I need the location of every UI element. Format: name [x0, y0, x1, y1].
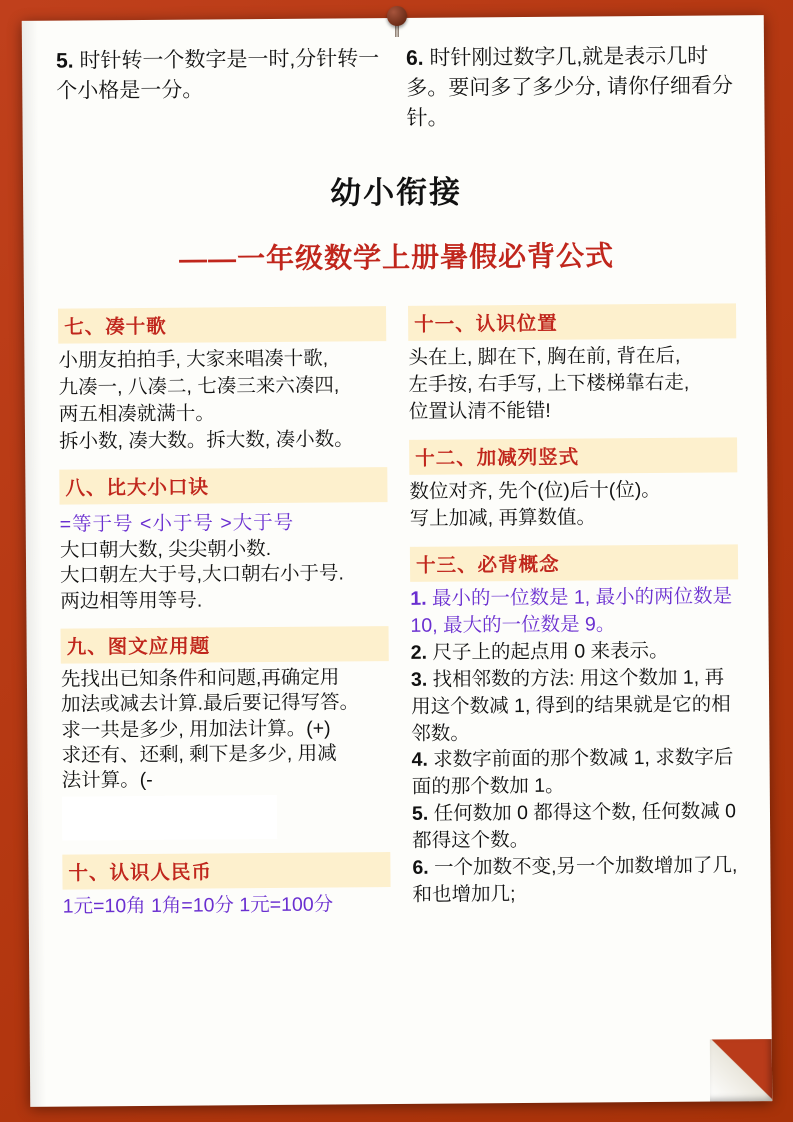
concept-item-3 [411, 664, 740, 747]
top-notes-row [56, 41, 735, 136]
section-eleven-line-2: 左手按, 右手写, 上下楼梯靠右走, [408, 372, 690, 397]
left-column [58, 307, 391, 935]
section-ten-heading: 十、认识人民币 [62, 852, 390, 890]
section-nine [61, 626, 391, 840]
section-thirteen [410, 544, 741, 908]
page-corner-curl [710, 1039, 772, 1101]
section-nine-heading: 九、图文应用题 [61, 626, 389, 664]
concept-item-2-number: 2. [410, 641, 428, 664]
section-ten [62, 852, 391, 920]
section-eight [59, 467, 388, 615]
concept-item-3-text: 找相邻数的方法: 用这个数加 1, 再用这个数减 1, 得到的结果就是它的相邻数。 [411, 666, 731, 745]
concept-item-3-number: 3. [410, 668, 428, 691]
section-nine-line-2: 加法或减去计算.最后要记得写答。 [61, 691, 360, 717]
concept-item-5-text: 任何数加 0 都得这个数, 任何数减 0 都得这个数。 [412, 800, 737, 853]
section-ten-money: 1元=10角 1角=10分 1元=100分 [62, 893, 334, 918]
section-eight-line-3: 两边相等用等号. [60, 589, 203, 613]
concept-item-1 [410, 583, 738, 639]
section-nine-line-3: 求一共是多少, 用加法计算。(+) [61, 717, 331, 742]
worksheet-paper [22, 15, 773, 1107]
pushpin-icon [384, 6, 410, 36]
content-columns [58, 304, 741, 935]
top-note-5-number: 5. [55, 49, 74, 73]
pushpin-head [387, 6, 407, 26]
right-column [408, 304, 741, 932]
section-eleven-line-1: 头在上, 脚在下, 胸在前, 背在后, [408, 345, 681, 370]
section-seven-heading: 七、凑十歌 [58, 307, 386, 345]
section-eight-line-2: 大口朝左大于号,大口朝右小于号. [60, 562, 345, 588]
section-thirteen-heading: 十三、必背概念 [410, 544, 738, 582]
concept-item-1-number: 1. [410, 587, 427, 610]
concept-item-2 [411, 637, 739, 666]
section-seven-line-1: 小朋友拍拍手, 大家来唱凑十歌, [58, 347, 329, 373]
concept-item-5-number: 5. [411, 802, 429, 826]
section-eleven-line-3: 位置认清不能错! [408, 400, 551, 424]
section-seven [58, 307, 387, 456]
concept-item-6-text: 一个加数不变,另一个加数增加了几, 和也增加几; [412, 854, 738, 906]
page-title: 幼小衔接 [329, 174, 463, 211]
blank-answer-box [62, 795, 277, 841]
section-twelve-heading: 十二、加减列竖式 [409, 437, 737, 475]
top-note-5-text: 时针转一个数字是一时,分针转一个小格是一分。 [56, 47, 380, 103]
section-twelve-line-2: 写上加减, 再算数值。 [409, 506, 597, 530]
top-note-6 [406, 41, 735, 133]
section-nine-line-5: 法计算。(- [61, 769, 153, 793]
top-note-5 [56, 44, 385, 136]
section-eleven-heading: 十一、认识位置 [408, 304, 736, 342]
concept-item-5 [412, 799, 740, 855]
concept-item-2-text: 尺子上的起点用 0 来表示。 [432, 639, 669, 664]
section-seven-line-2: 九凑一, 八凑二, 七凑三来六凑四, [58, 374, 340, 399]
section-eight-symbols: =等于号 <小于号 >大于号 [59, 511, 295, 536]
concept-item-6 [412, 852, 740, 908]
section-eleven [408, 304, 737, 426]
concept-item-1-text: 最小的一位数是 1, 最小的两位数是 10, 最大的一位数是 9。 [410, 585, 733, 637]
section-seven-line-4: 拆小数, 凑大数。拆大数, 凑小数。 [58, 428, 354, 453]
section-eight-line-1: 大口朝大数, 尖尖朝小数. [59, 538, 272, 562]
top-note-6-number: 6. [405, 46, 424, 70]
section-nine-line-4: 求还有、还剩, 剩下是多少, 用减 [61, 742, 337, 767]
section-nine-line-1: 先找出已知条件和问题,再确定用 [60, 666, 340, 691]
section-twelve [409, 437, 738, 532]
section-seven-line-3: 两五相凑就满十。 [58, 402, 215, 426]
concept-item-4-text: 求数字前面的那个数减 1, 求数字后面的那个数加 1。 [411, 746, 734, 799]
top-note-6-text: 时针刚过数字几,就是表示几时多。要问多了多少分, 请你仔细看分针。 [406, 44, 734, 130]
section-twelve-line-1: 数位对齐, 先个(位)后十(位)。 [409, 479, 661, 504]
section-eight-heading: 八、比大小口诀 [59, 467, 387, 505]
concept-item-4 [411, 745, 739, 801]
concept-item-6-number: 6. [412, 856, 429, 879]
concept-item-4-number: 4. [411, 749, 428, 772]
page-subtitle: ——一年级数学上册暑假必背公式 [178, 240, 615, 276]
